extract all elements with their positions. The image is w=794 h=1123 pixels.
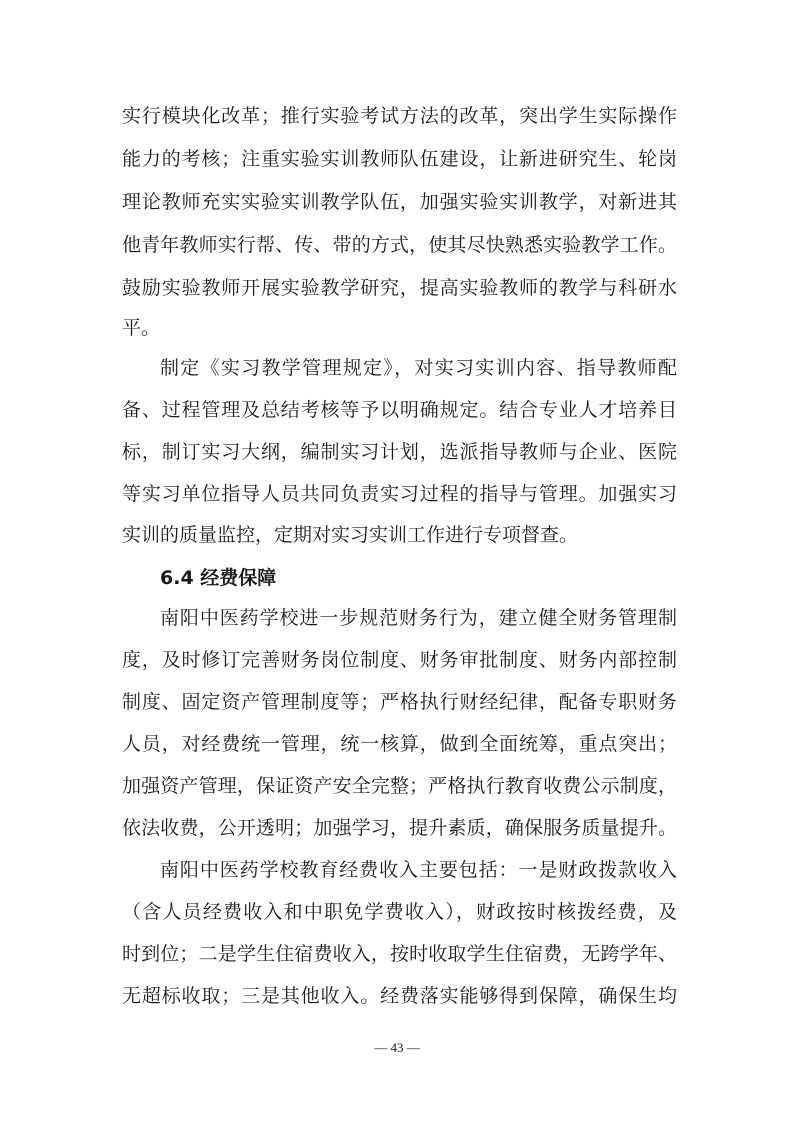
paragraph-4-line-2: （含人员经费收入和中职免学费收入），财政按时核拨经费，及: [122, 901, 677, 923]
paragraph-2-line-2: 备、过程管理及总结考核等予以明确规定。结合专业人才培养目: [122, 399, 677, 421]
paragraph-3-line-4: 人员，对经费统一管理，统一核算，做到全面统筹，重点突出；: [122, 733, 677, 755]
paragraph-1-line-3: 理论教师充实实验实训教学队伍，加强实验实训教学，对新进其: [122, 191, 677, 213]
paragraph-2-line-4: 等实习单位指导人员共同负责实习过程的指导与管理。加强实习: [122, 483, 677, 505]
paragraph-3-line-5: 加强资产管理，保证资产安全完整；严格执行教育收费公示制度，: [122, 775, 677, 797]
page-number: — 43 —: [374, 1040, 420, 1055]
paragraph-1-line-5: 鼓励实验教师开展实验教学研究，提高实验教师的教学与科研水: [122, 277, 677, 299]
paragraph-4-line-3: 时到位；二是学生住宿费收入，按时收取学生住宿费，无跨学年、: [122, 943, 677, 965]
paragraph-4-line-4: 无超标收取；三是其他收入。经费落实能够得到保障，确保生均: [122, 985, 677, 1007]
paragraph-3-line-1: 南阳中医药学校进一步规范财务行为，建立健全财务管理制: [160, 607, 677, 629]
paragraph-2-line-5: 实训的质量监控，定期对实习实训工作进行专项督查。: [122, 524, 579, 546]
paragraph-3-line-3: 制度、固定资产管理制度等；严格执行财经纪律，配备专职财务: [122, 691, 677, 713]
paragraph-1-line-2: 能力的考核；注重实验实训教师队伍建设，让新进研究生、轮岗: [122, 148, 677, 170]
paragraph-1-line-6: 平。: [122, 317, 161, 339]
paragraph-4-line-1: 南阳中医药学校教育经费收入主要包括：一是财政拨款收入: [160, 859, 677, 881]
paragraph-3-line-2: 度，及时修订完善财务岗位制度、财务审批制度、财务内部控制: [122, 649, 677, 671]
paragraph-3-line-6: 依法收费，公开透明；加强学习，提升素质，确保服务质量提升。: [122, 817, 677, 839]
paragraph-1-line-4: 他青年教师实行帮、传、带的方式，使其尽快熟悉实验教学工作。: [122, 234, 677, 256]
paragraph-2-line-3: 标，制订实习大纲，编制实习计划，选派指导教师与企业、医院: [122, 441, 677, 463]
section-heading: 6.4 经费保障: [160, 567, 277, 589]
paragraph-1-line-1: 实行模块化改革；推行实验考试方法的改革，突出学生实际操作: [122, 105, 677, 127]
paragraph-2-line-1: 制定《实习教学管理规定》，对实习实训内容、指导教师配: [160, 357, 677, 379]
